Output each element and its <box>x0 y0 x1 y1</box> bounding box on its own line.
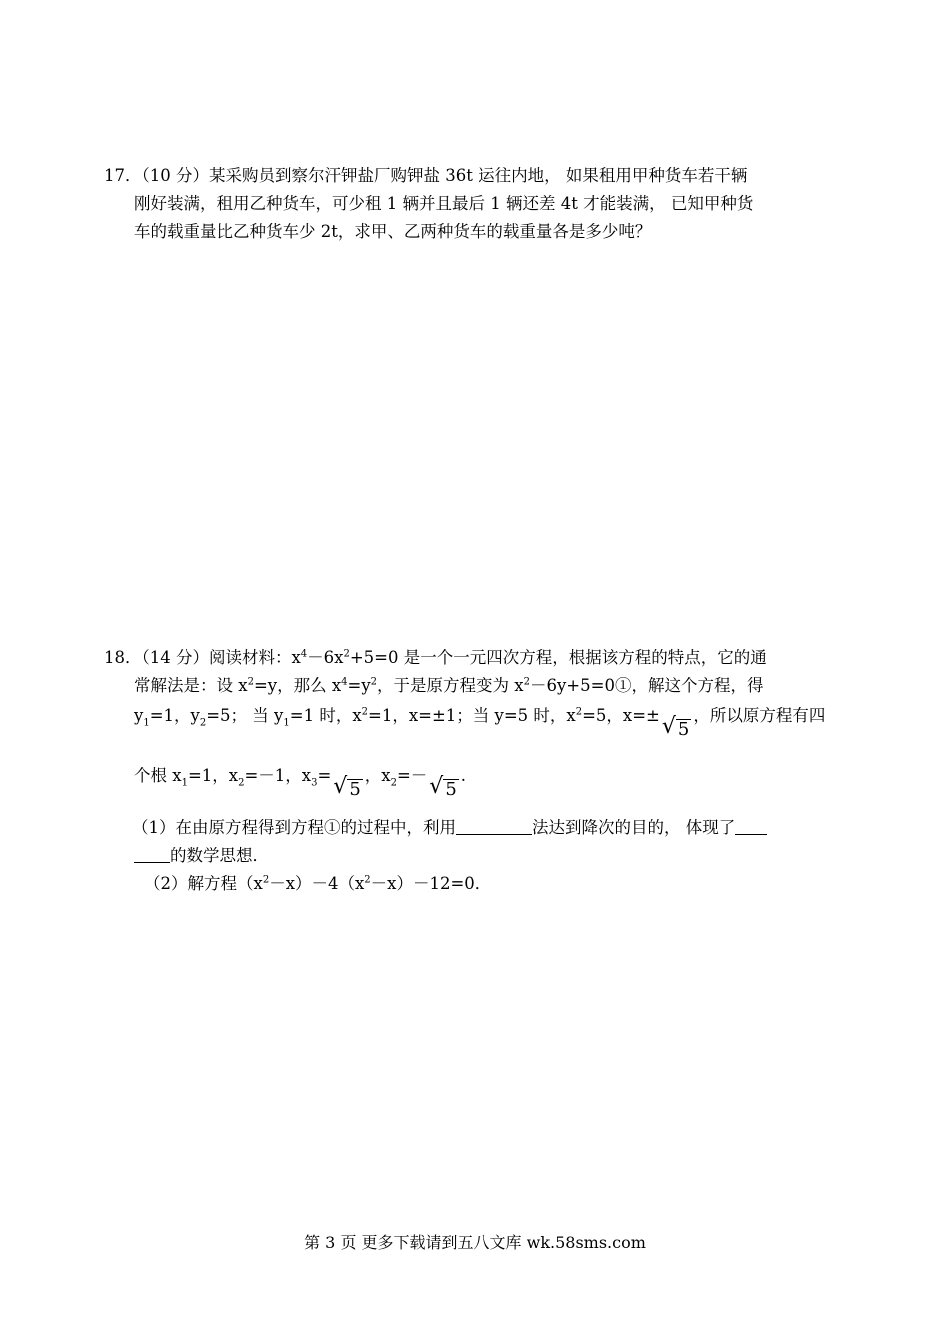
q18-text: －x）－12=0． <box>370 874 492 893</box>
sqrt-five <box>333 776 362 804</box>
q18-line-1 <box>104 644 767 672</box>
q18-part-1 <box>132 814 767 842</box>
q18-text: =1 时，x <box>289 706 362 725</box>
q18-text: ，x <box>364 766 391 785</box>
q18-line-2 <box>134 672 763 700</box>
superscript: 2 <box>343 648 350 660</box>
sqrt-five <box>429 776 458 804</box>
radical-sign: √ <box>333 774 348 799</box>
superscript: 2 <box>361 706 368 718</box>
subscript: 1 <box>143 717 150 729</box>
q18-text: =－ <box>396 766 428 785</box>
superscript: 2 <box>262 874 270 886</box>
q17-line-3: 车的载重量比乙种货车少 2t，求甲、乙两种货车的载重量各是多少吨？ <box>134 222 652 241</box>
superscript: 2 <box>370 676 378 688</box>
q18-text: 法达到降次的目的， 体现了 <box>532 818 736 837</box>
q18-text: （14 分）阅读材料：x <box>141 648 301 667</box>
sqrt-five <box>662 716 691 744</box>
answer-blank-2[interactable] <box>735 816 767 835</box>
superscript: 2 <box>523 676 530 688</box>
q18-text: =1，x=±1；当 y=5 时，x <box>368 706 576 725</box>
subscript: 3 <box>311 777 318 789</box>
q18-text: 常解法是：设 x <box>134 676 248 695</box>
q18-line-4 <box>134 762 466 804</box>
q18-text: =5，x=± <box>582 706 660 725</box>
q18-text: 的数学思想． <box>170 846 269 865</box>
q18-text: ，所以原方程有四 <box>693 706 826 725</box>
q18-part-2 <box>144 870 491 898</box>
q18-text: y <box>134 706 144 725</box>
q17-text-1: （10 分）某采购员到察尔汗钾盐厂购钾盐 36t 运往内地， 如果租用甲种货车若干辆 <box>141 166 748 185</box>
subscript: 2 <box>199 717 207 729</box>
q18-text: 个根 x <box>134 766 182 785</box>
q18-text: －6y+5=0①，解这个方程，得 <box>529 676 764 695</box>
superscript: 2 <box>364 874 371 886</box>
superscript: 4 <box>341 676 348 688</box>
q18-text: －x）－4（x <box>269 874 365 893</box>
subscript: 1 <box>181 777 188 789</box>
radicand: 5 <box>445 779 457 800</box>
radicand: 5 <box>349 779 361 800</box>
q17-number: 17． <box>104 166 142 185</box>
q18-text: =1，x <box>187 766 239 785</box>
subscript: 2 <box>238 777 245 789</box>
q18-text: =y <box>347 676 371 695</box>
q18-text: =1，y <box>149 706 200 725</box>
q18-text: （2）解方程（x <box>144 874 263 893</box>
q18-number: 18． <box>104 648 142 667</box>
radical-sign: √ <box>429 774 444 799</box>
subscript: 1 <box>283 717 290 729</box>
q18-part-1-cont <box>134 842 269 870</box>
q18-text: = <box>317 766 332 785</box>
radical-sign: √ <box>661 714 676 739</box>
q18-text: +5=0 是一个一元四次方程，根据该方程的特点，它的通 <box>349 648 767 667</box>
q18-text: =5； 当 y <box>206 706 284 725</box>
q18-line-3 <box>134 702 825 744</box>
q18-text: ，于是原方程变为 x <box>377 676 524 695</box>
answer-blank-1[interactable] <box>456 816 532 835</box>
q17-line-2: 刚好装满，租用乙种货车，可少租 1 辆并且最后 1 辆还差 4t 才能装满， 已知甲种货 <box>134 194 754 213</box>
q18-text: －6x <box>307 648 344 667</box>
page-footer: 第 3 页 更多下载请到五八文库 wk.58sms.com <box>304 1233 646 1252</box>
q18-text: . <box>460 766 467 785</box>
superscript: 2 <box>247 676 254 688</box>
superscript: 4 <box>300 648 308 660</box>
answer-blank-2-cont[interactable] <box>134 844 170 863</box>
q18-text: （1）在由原方程得到方程①的过程中，利用 <box>132 818 456 837</box>
q17-line-1 <box>104 162 747 190</box>
subscript: 2 <box>390 777 397 789</box>
q18-text: =－1，x <box>244 766 312 785</box>
radicand: 5 <box>677 719 690 740</box>
q18-text: =y，那么 x <box>253 676 342 695</box>
superscript: 2 <box>575 706 583 718</box>
